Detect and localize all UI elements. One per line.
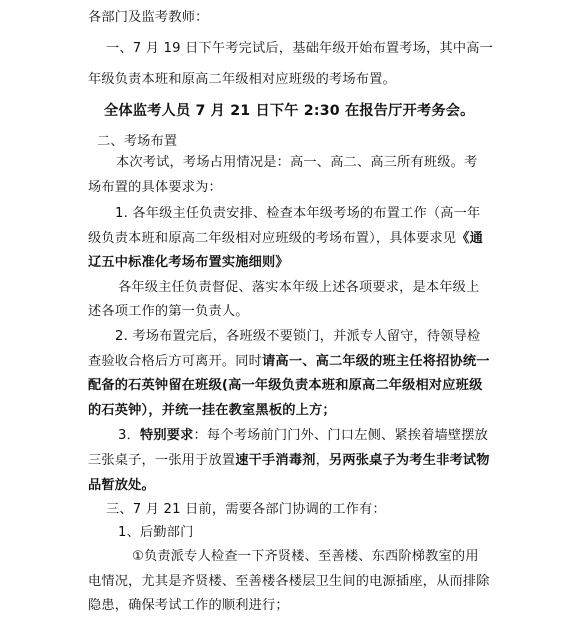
text-segment: 电情况，尤其是齐贤楼、至善楼各楼层卫生间的电源插座，从而排除	[88, 574, 490, 589]
doc-line	[118, 523, 194, 543]
doc-line	[88, 352, 490, 372]
doc-line	[118, 278, 479, 298]
doc-line	[116, 153, 477, 173]
doc-line	[88, 8, 209, 28]
text-segment: 隐患，确保考试工作的顺利进行；	[88, 598, 289, 613]
text-segment: 特别要求	[139, 428, 194, 443]
doc-line	[118, 426, 488, 446]
text-segment: 另两张桌子为考生非考试物	[328, 453, 490, 468]
doc-line	[88, 401, 336, 421]
text-segment: 本次考试，考场占用情况是：高一、高二、高三所有班级。考	[116, 155, 478, 170]
doc-line	[132, 547, 479, 567]
text-segment: ：每个考场前门门外、门口左侧、紧挨着墙壁摆放	[193, 428, 489, 443]
doc-line	[88, 572, 490, 592]
text-segment: 的石英钟），并统一挂在教室黑板的上方；	[88, 403, 336, 418]
text-segment: 3．	[118, 428, 140, 443]
text-segment: 各年级主任负责督促、落实本年级上述各项要求，是本年级上	[118, 280, 480, 295]
doc-line	[115, 327, 480, 347]
text-segment: 三张桌子，一张用于放置	[88, 453, 236, 468]
text-segment: 2. 考场布置完后，各班级不要锁门，并派专人留守，待领导检	[115, 329, 481, 344]
text-segment: 配备的石英钟留在班级(高一年级负责本班和原高二年级相对应班级	[88, 378, 483, 393]
text-segment: 品暂放处。	[88, 478, 155, 493]
doc-line	[115, 204, 480, 224]
text-segment: ①负责派专人检查一下齐贤楼、至善楼、东西阶梯教室的用	[132, 549, 479, 564]
text-segment: 场布置的具体要求为：	[88, 180, 222, 195]
text-segment: 辽五中标准化考场布置实施细则》	[88, 255, 289, 270]
text-segment: 年级负责本班和原高二年级相对应班级的考场布置。	[88, 72, 396, 87]
text-segment: 速干手消毒剂	[235, 453, 316, 468]
doc-line	[88, 302, 249, 322]
text-segment: 一、7 月 19 日下午考完试后，基础年级开始布置考场，其中高一	[106, 41, 494, 56]
doc-line	[88, 229, 483, 249]
doc-line	[88, 70, 396, 90]
text-segment: 二、考场布置	[97, 134, 178, 149]
doc-line	[88, 376, 482, 396]
text-segment: 述各项工作的第一负责人。	[88, 304, 249, 319]
doc-line	[106, 500, 386, 520]
doc-line	[97, 132, 177, 152]
text-segment: 1、后勤部门	[118, 525, 194, 540]
doc-line	[88, 178, 222, 198]
text-segment: 全体监考人员 7 月 21 日下午 2:30 在报告厅开考务会。	[104, 103, 475, 119]
text-segment: 各部门及监考教师：	[88, 10, 209, 25]
text-segment: 《通	[456, 231, 484, 246]
text-segment: 三、7 月 21 日前，需要各部门协调的工作有：	[106, 502, 386, 517]
doc-line	[88, 476, 155, 496]
doc-line	[88, 253, 289, 273]
text-segment: 1. 各年级主任负责安排、检查本年级考场的布置工作（高一年	[115, 206, 481, 221]
doc-heading	[104, 101, 475, 121]
doc-line	[88, 451, 490, 471]
doc-line	[88, 596, 289, 616]
text-segment: 请高一、高二年级的班主任将招协统一	[262, 354, 490, 369]
doc-line	[106, 39, 493, 59]
text-segment: 查验收合格后方可离开。同时	[88, 354, 263, 369]
text-segment: 级负责本班和原高二年级相对应班级的考场布置），具体要求见	[88, 231, 457, 246]
text-segment: ，	[315, 453, 329, 468]
